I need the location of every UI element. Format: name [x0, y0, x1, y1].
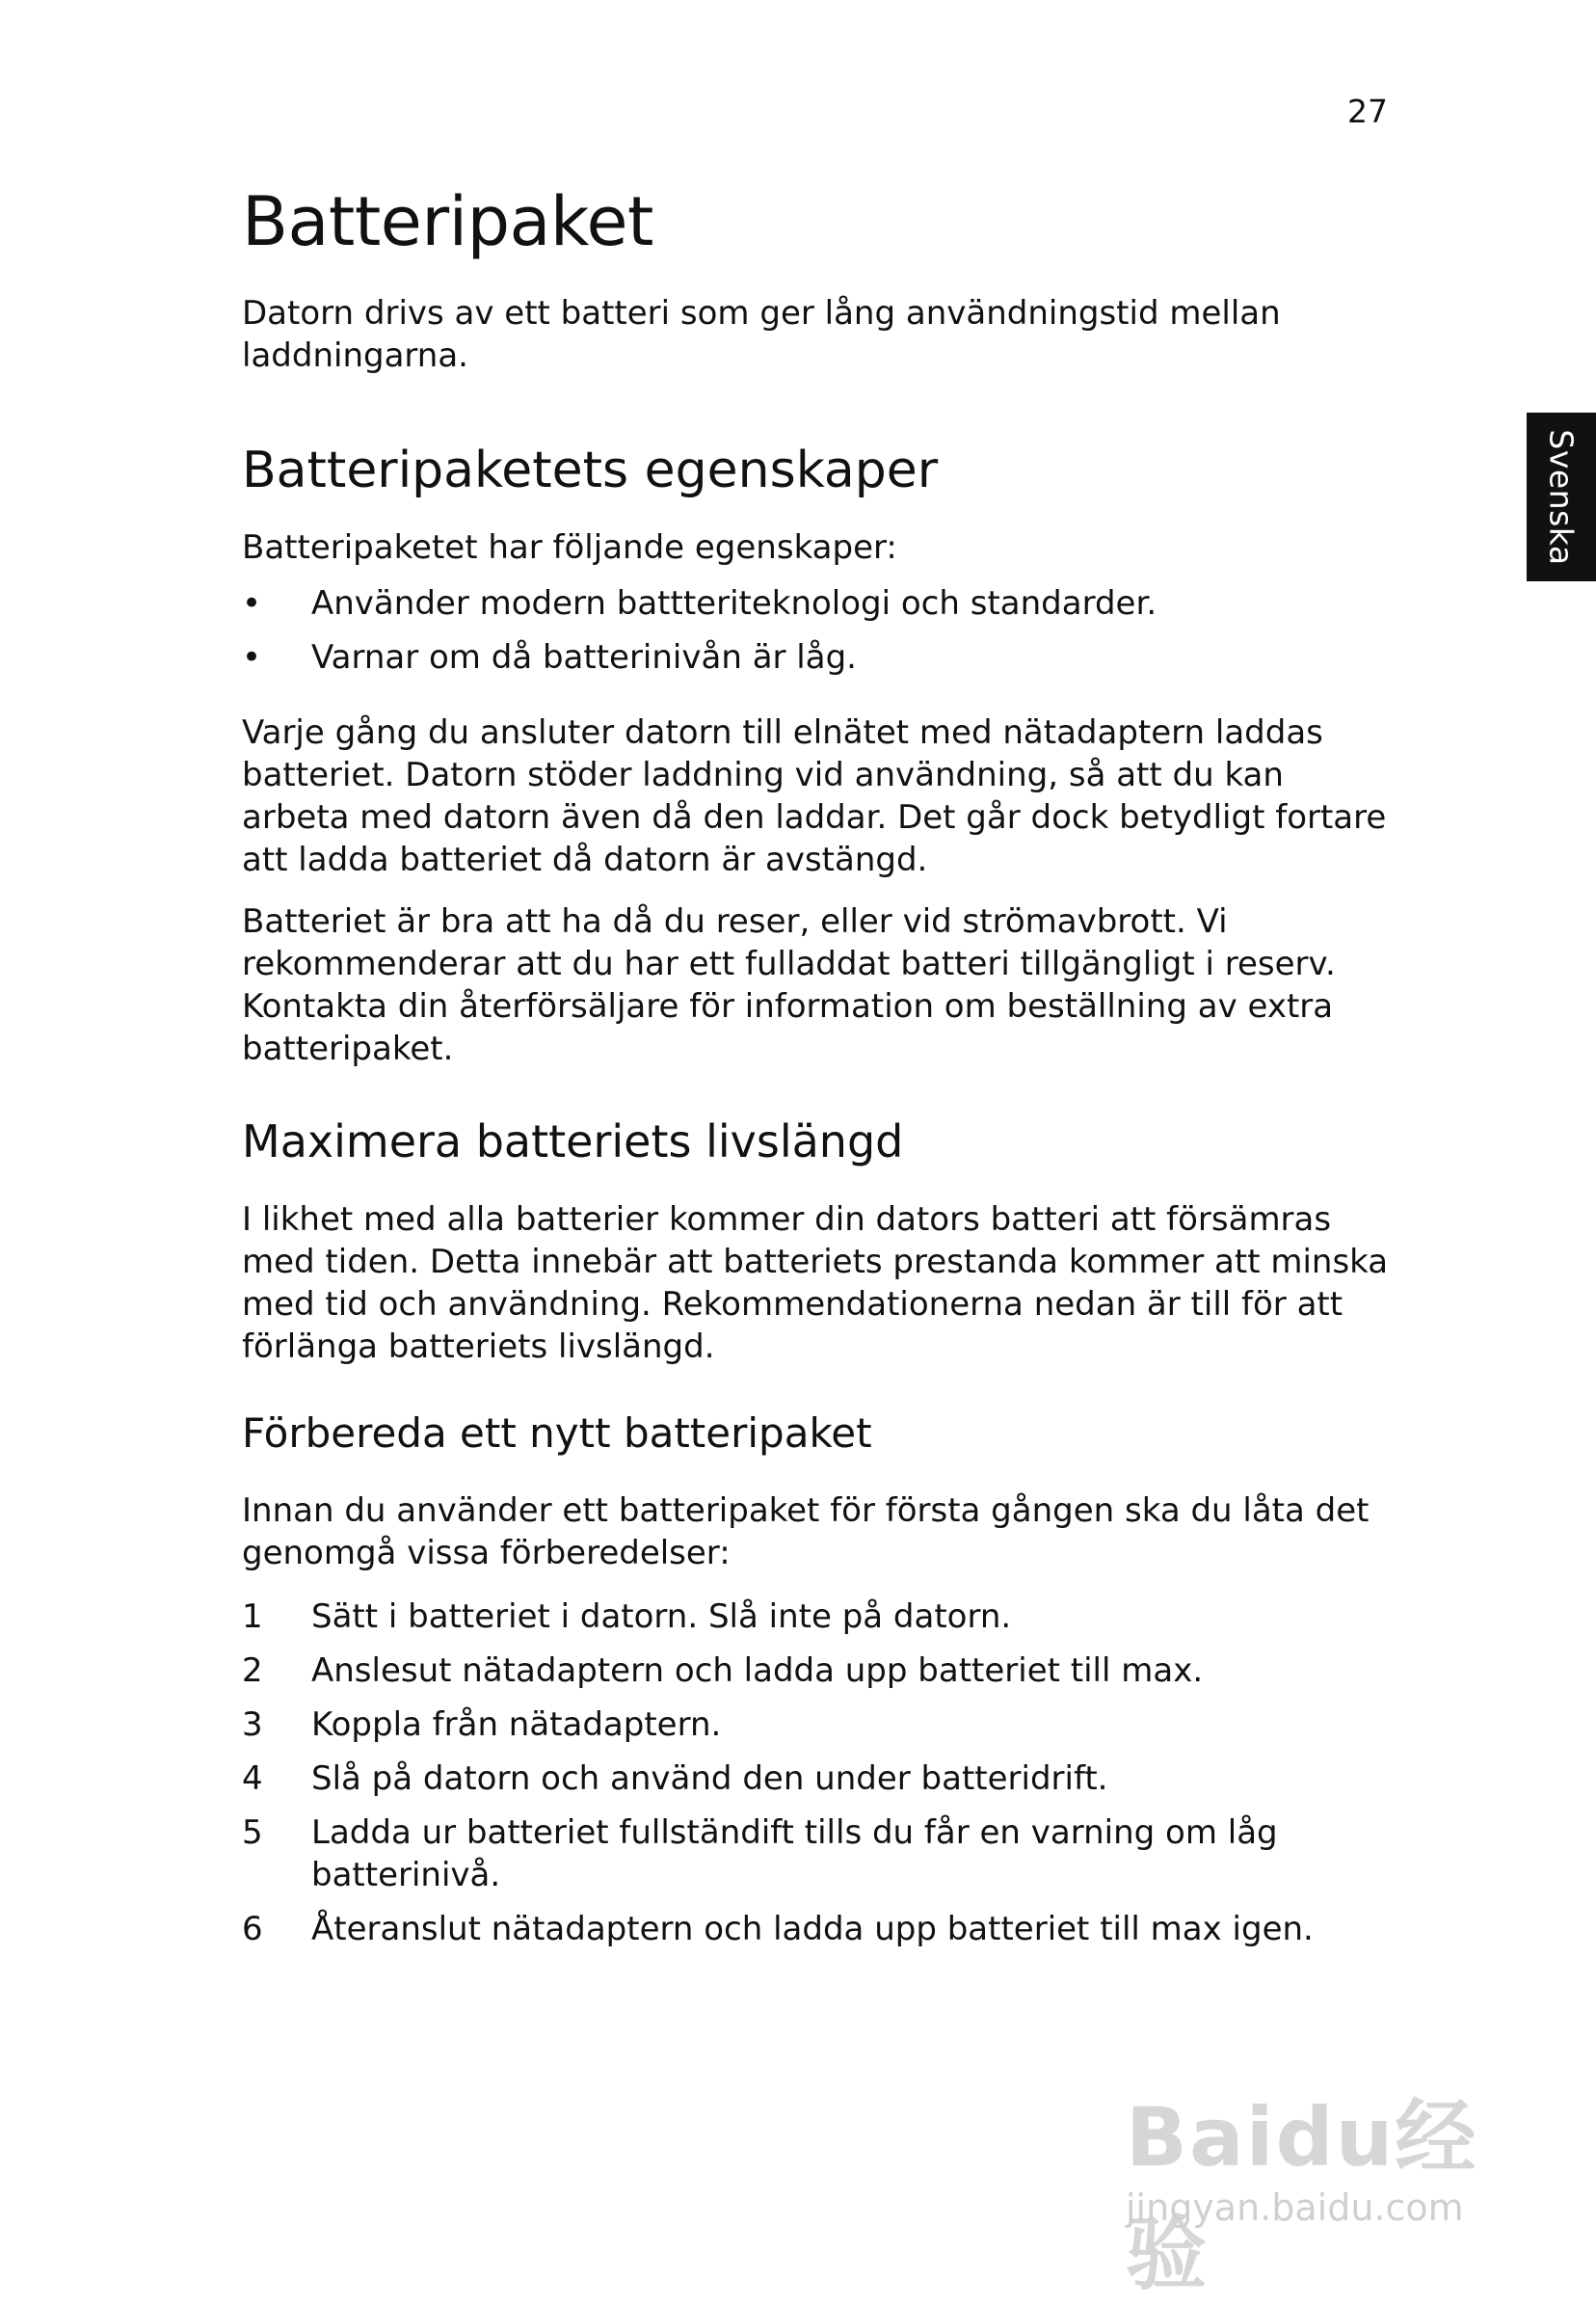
list-item: • Varnar om då batterinivån är låg.: [242, 638, 857, 678]
list-item: 4 Slå på datorn och använd den under batteridrift.: [242, 1759, 1108, 1799]
maximize-paragraph: I likhet med alla batterier kommer din dators batteri att försämras med tiden. Detta innebär att batteriets prestanda kommer att minska med tid och användning. Rekommendationerna nedan är till för att förlänga batteriets livslängd.: [242, 1200, 1389, 1367]
watermark-logo: Baidu经验: [1126, 2090, 1478, 2301]
travel-paragraph: Batteriet är bra att ha då du reser, eller vid strömavbrott. Vi rekommenderar att du har ett fulladdat batteri tillgängligt i reserv. Kontakta din återförsäljare för information om beställning av extra batteripaket.: [242, 902, 1336, 1069]
baidu-watermark: [1126, 2073, 1511, 2301]
intro-paragraph: Datorn drivs av ett batteri som ger lång användningstid mellan laddningarna.: [242, 293, 1281, 375]
list-item: 5 Ladda ur batteriet fullständift tills du får en varning om låg batterinivå.: [242, 1813, 1278, 1895]
language-tab: [1527, 413, 1596, 581]
charging-paragraph: Varje gång du ansluter datorn till elnätet med nätadaptern laddas batteriet. Datorn stöder laddning vid användning, så att du kan arbeta med datorn även då den laddar. Det går dock betydligt fortare att ladda batteriet då datorn är avstängd.: [242, 713, 1387, 880]
features-list: [242, 582, 1389, 679]
page-content: [242, 183, 1389, 1983]
section-heading-maximize: Maximera batteriets livslängd: [242, 1115, 904, 1168]
section-heading-prepare: Förbereda ett nytt batteripaket: [242, 1409, 872, 1458]
features-lead: Batteripaketet har följande egenskaper:: [242, 528, 897, 568]
language-tab-label: Svenska: [1542, 428, 1581, 566]
bullet-icon: •: [242, 584, 262, 624]
bullet-icon: •: [242, 638, 262, 678]
prepare-steps: [242, 1595, 1389, 1950]
list-item: 3 Koppla från nätadaptern.: [242, 1705, 722, 1745]
watermark-url: jingyan.baidu.com: [1126, 2186, 1464, 2229]
list-item: 2 Anslesut nätadaptern och ladda upp batteriet till max.: [242, 1651, 1204, 1691]
page-number: 27: [1347, 93, 1388, 130]
page-title: Batteripaket: [242, 182, 653, 261]
list-item: 1 Sätt i batteriet i datorn. Slå inte på datorn.: [242, 1597, 1012, 1637]
list-item: 6 Återanslut nätadaptern och ladda upp batteriet till max igen.: [242, 1910, 1314, 1949]
section-heading-features: Batteripaketets egenskaper: [242, 441, 939, 499]
list-item: • Använder modern battteriteknologi och standarder.: [242, 584, 1157, 624]
prepare-lead: Innan du använder ett batteripaket för första gången ska du låta det genomgå vissa förberedelser:: [242, 1491, 1370, 1573]
